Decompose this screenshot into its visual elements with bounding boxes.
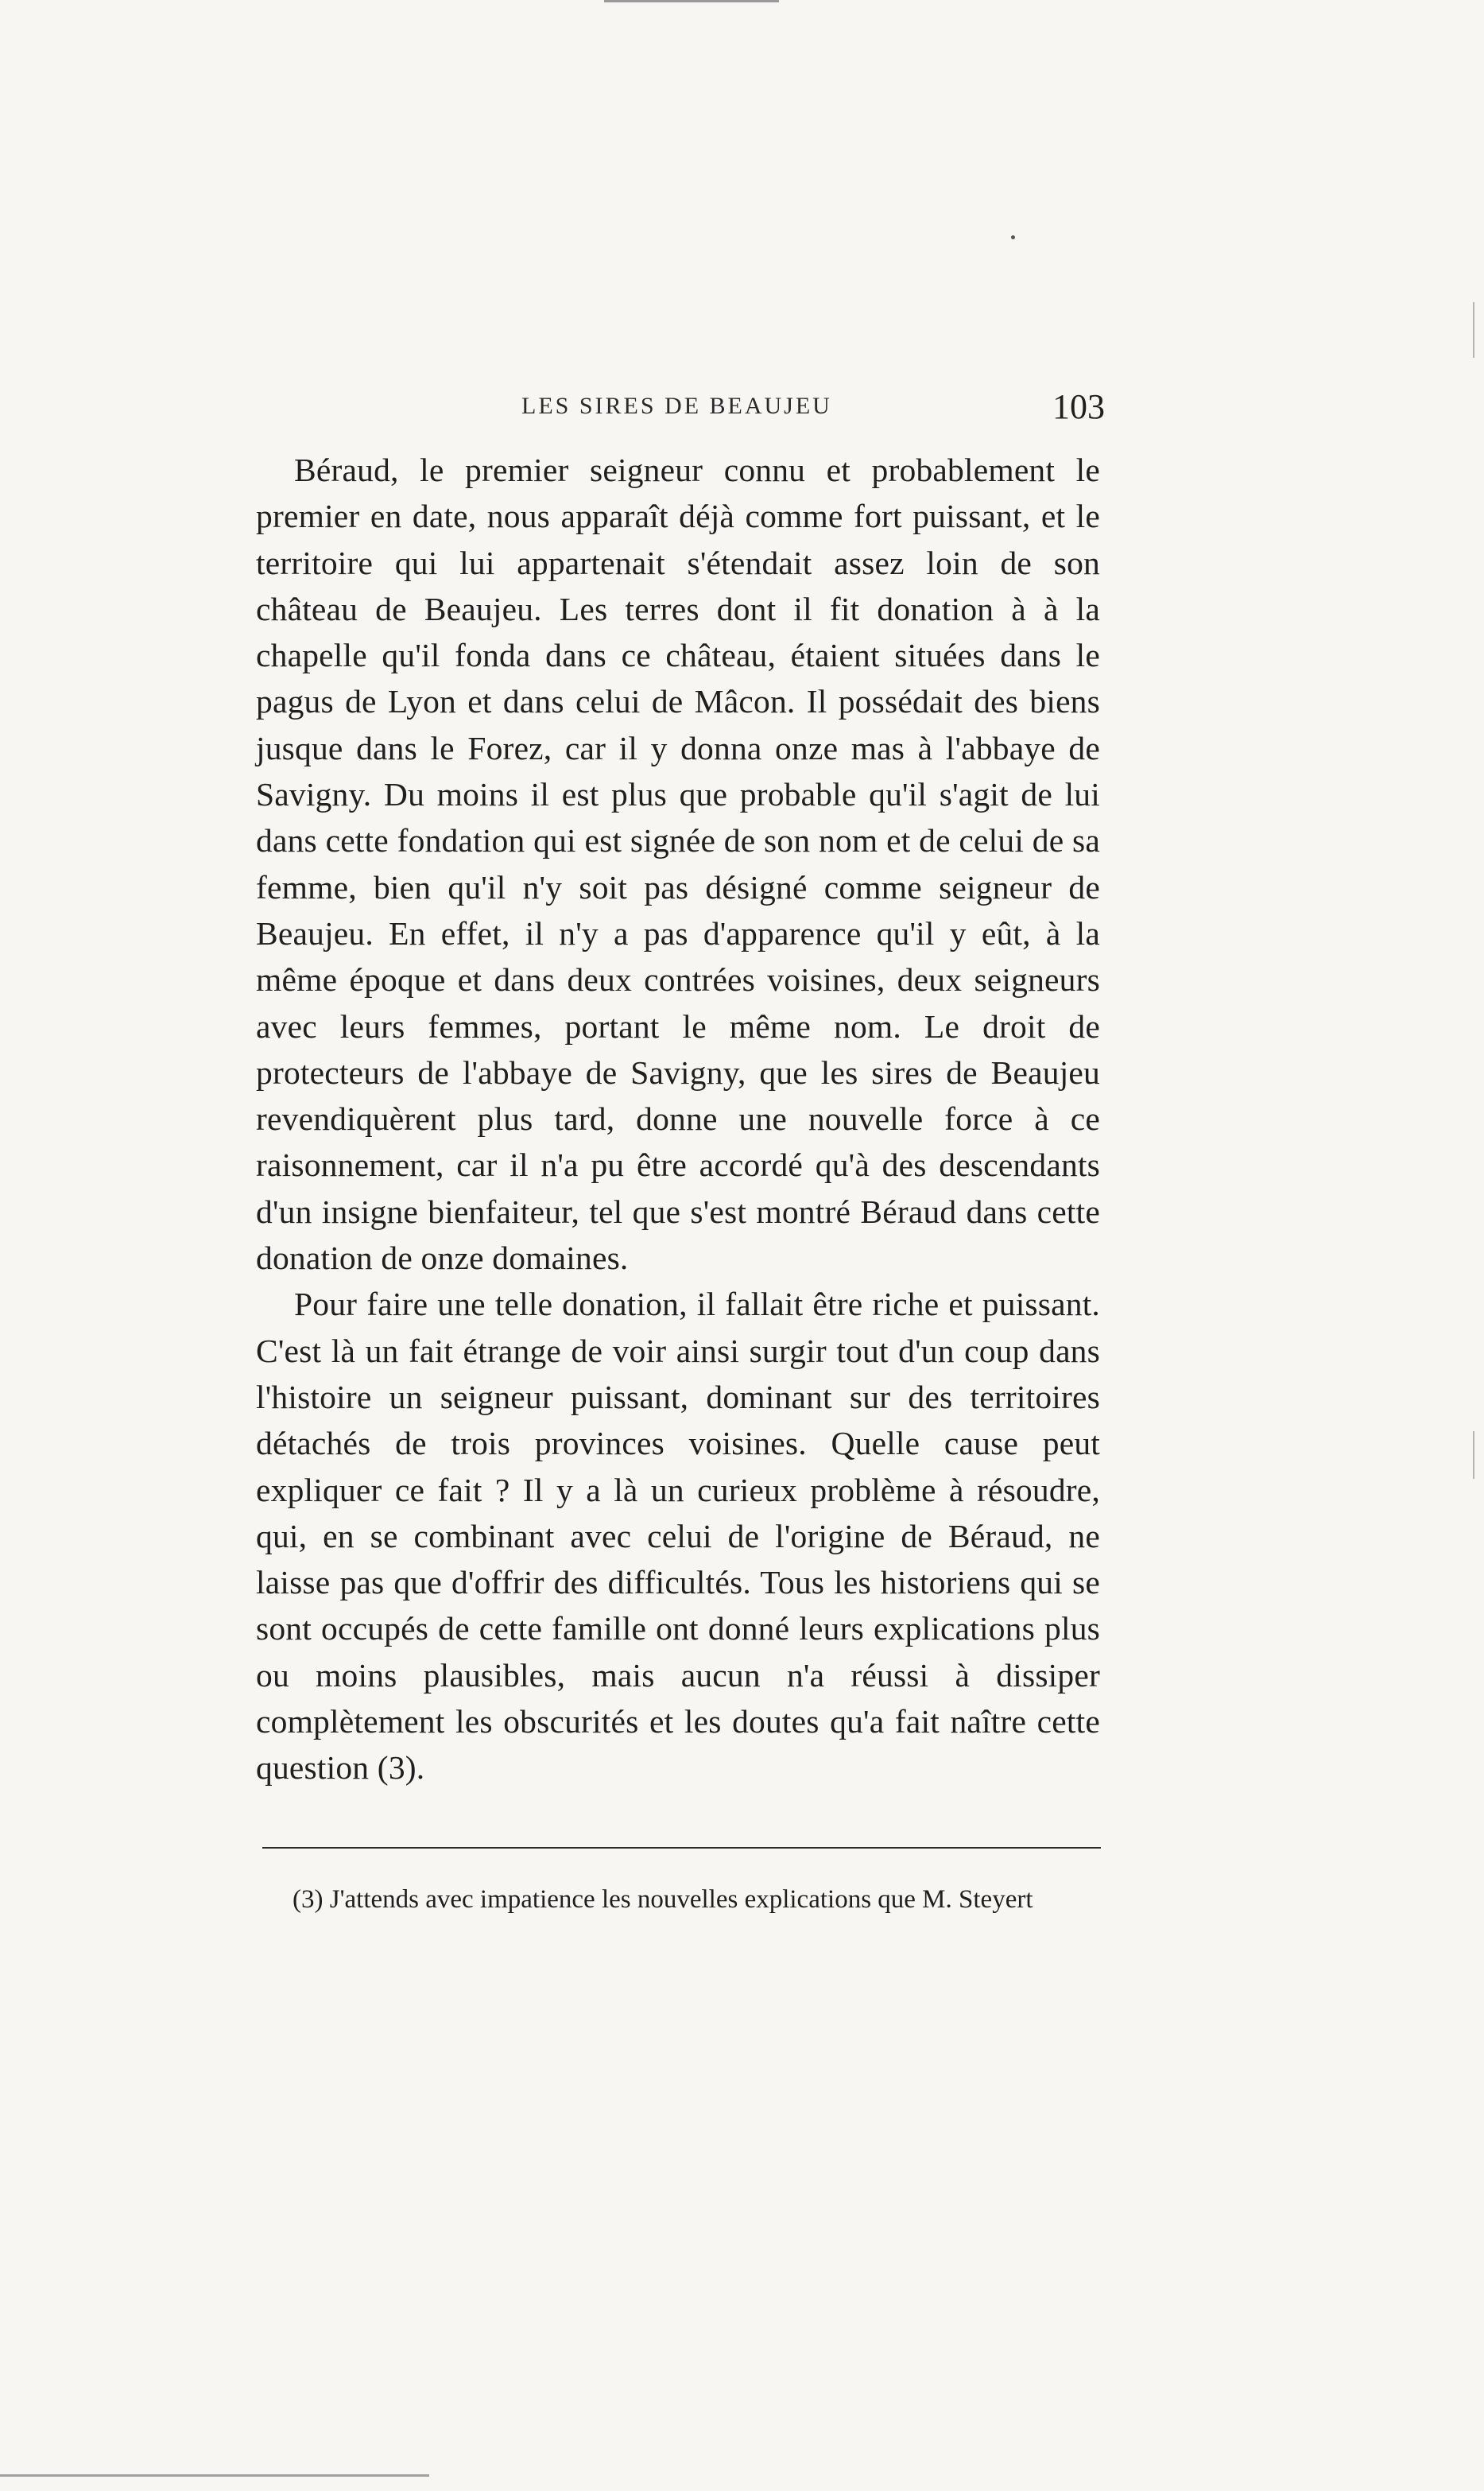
scan-edge-bottom xyxy=(0,2474,429,2477)
page-number: 103 xyxy=(1052,387,1105,426)
paragraph: Pour faire une telle donation, il fallait être riche et puissant. C'est là un fait étrange de voir ainsi surgir tout d'un coup dans l'histoire un seigneur puissant, dominant sur des territoires détachés de trois provinces voisines. Quelle cause peut expliquer ce fait ? Il y a là un curieux problème à résoudre, qui, en se combinant avec celui de l'origine de Béraud, ne laisse pas que d'offrir des difficultés. Tous les historiens qui se sont occupés de cette famille ont donné leurs explications plus ou moins plausibles, mais aucun n'a réussi à dissiper complètement les obscurités et les doutes qu'a fait naître cette question (3). xyxy=(256,1286,1100,1787)
scan-edge-right-mark xyxy=(1473,302,1474,358)
main-text xyxy=(256,447,1100,1791)
scan-speck xyxy=(1011,235,1015,239)
paragraph: Béraud, le premier seigneur connu et probablement le premier en date, nous apparaît déjà comme fort puissant, et le territoire qui lui appartenait s'étendait assez loin de son château de Beaujeu. Les terres dont il fit donation à à la chapelle qu'il fonda dans ce château, étaient situées dans le pagus de Lyon et dans celui de Mâcon. Il possédait des biens jusque dans le Forez, car il y donna onze mas à l'abbaye de Savigny. Du moins il est plus que probable qu'il s'agit de lui dans cette fondation qui est signée de son nom et de celui de sa femme, bien qu'il n'y soit pas désigné comme seigneur de Beaujeu. En effet, il n'y a pas d'apparence qu'il y eût, à la même époque et dans deux contrées voisines, deux seigneurs avec leurs femmes, portant le même nom. Le droit de protecteurs de l'abbaye de Savigny, que les sires de Beaujeu revendiquèrent plus tard, donne une nouvelle force à ce raisonnement, car il n'a pu être accordé qu'à des descendants d'un insigne bienfaiteur, tel que s'est montré Béraud dans cette donation de onze domaines. xyxy=(256,452,1100,1277)
footnote-divider xyxy=(262,1847,1101,1849)
footnote: (3) J'attends avec impatience les nouvelles explications que M. Steyert xyxy=(293,1885,1033,1914)
scan-edge-right-mark xyxy=(1473,1431,1474,1479)
running-title: LES SIRES DE BEAUJEU xyxy=(521,393,832,419)
running-header xyxy=(517,386,1105,434)
scan-edge-top xyxy=(604,0,779,2)
